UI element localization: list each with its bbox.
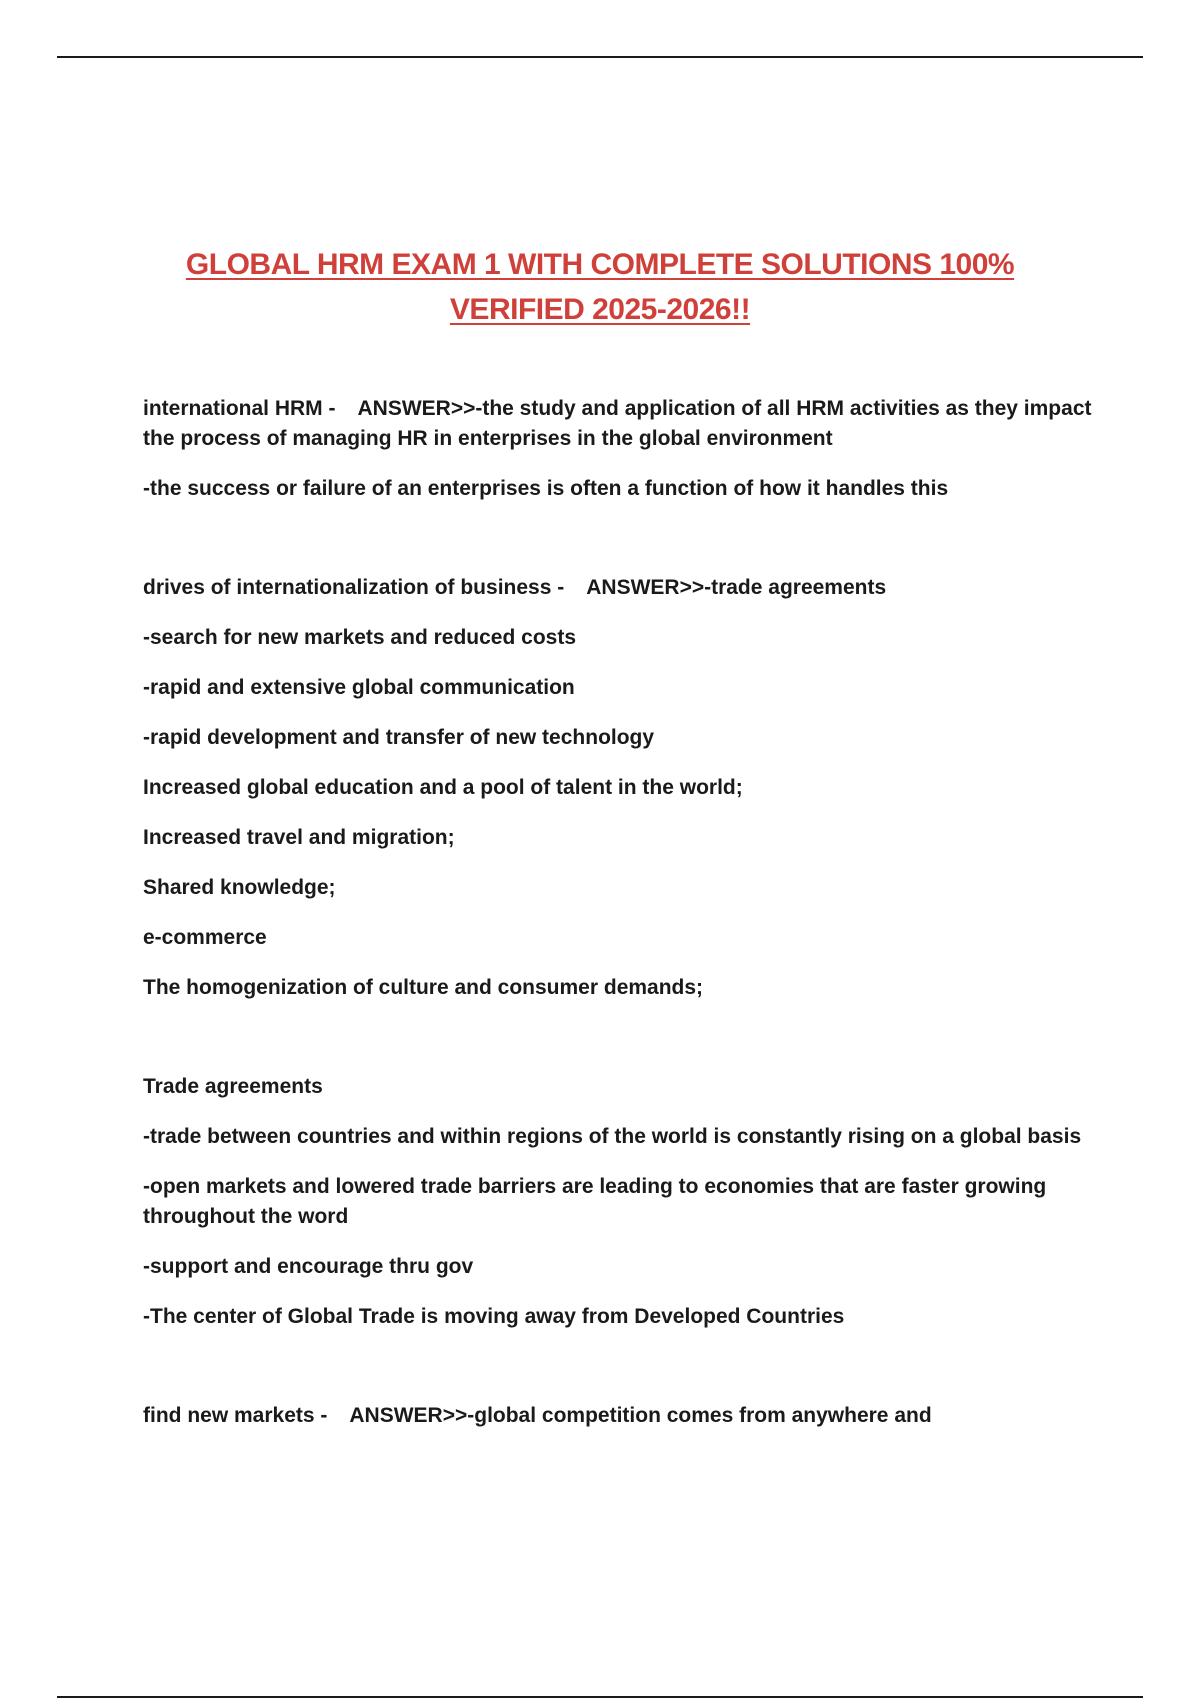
detail-line: -the success or failure of an enterprises is often a function of how it handles this — [143, 477, 949, 500]
answer: ANSWER>>-global competition comes from anywhere and — [349, 1404, 932, 1427]
term: drives of internationalization of business - — [143, 576, 565, 599]
document-title — [60, 242, 1140, 332]
detail-line: -rapid and extensive global communication — [143, 676, 575, 699]
detail-line: -search for new markets and reduced costs — [143, 626, 576, 649]
term: international HRM - — [143, 397, 336, 420]
qa-entry-international-hrm — [143, 394, 1093, 454]
detail-line: -support and encourage thru gov — [143, 1255, 474, 1278]
detail-line: Increased travel and migration; — [143, 826, 455, 849]
title-line-2: VERIFIED 2025-2026!! — [449, 293, 751, 326]
detail-line: e-commerce — [143, 926, 267, 949]
term: find new markets - — [143, 1404, 328, 1427]
detail-line: -rapid development and transfer of new technology — [143, 726, 655, 749]
qa-entry-drives-of-internationalization — [143, 573, 1093, 603]
detail-line: Shared knowledge; — [143, 876, 336, 899]
detail-line: -open markets and lowered trade barriers are leading to economies that are faster growing throughout the word — [143, 1175, 1047, 1228]
detail-line: -trade between countries and within regions of the world is constantly rising on a global basis — [143, 1125, 1082, 1148]
title-line-1: GLOBAL HRM EXAM 1 WITH COMPLETE SOLUTIONS 100% — [185, 248, 1015, 281]
section-heading-trade-agreements: Trade agreements — [143, 1075, 323, 1098]
bottom-rule — [57, 1696, 1143, 1698]
detail-line: Increased global education and a pool of talent in the world; — [143, 776, 743, 799]
spacer — [143, 1023, 1093, 1072]
detail-line: -The center of Global Trade is moving away from Developed Countries — [143, 1305, 845, 1328]
qa-entry-find-new-markets — [143, 1401, 1093, 1431]
spacer — [143, 524, 1093, 573]
answer: ANSWER>>-the study and application of all HRM activities as they impact the process of managing HR in enterprises in the global environment — [143, 397, 1092, 450]
document-body — [143, 394, 1093, 1451]
answer: ANSWER>>-trade agreements — [586, 576, 887, 599]
spacer — [143, 1352, 1093, 1401]
detail-line: The homogenization of culture and consumer demands; — [143, 976, 704, 999]
top-rule — [57, 56, 1143, 58]
